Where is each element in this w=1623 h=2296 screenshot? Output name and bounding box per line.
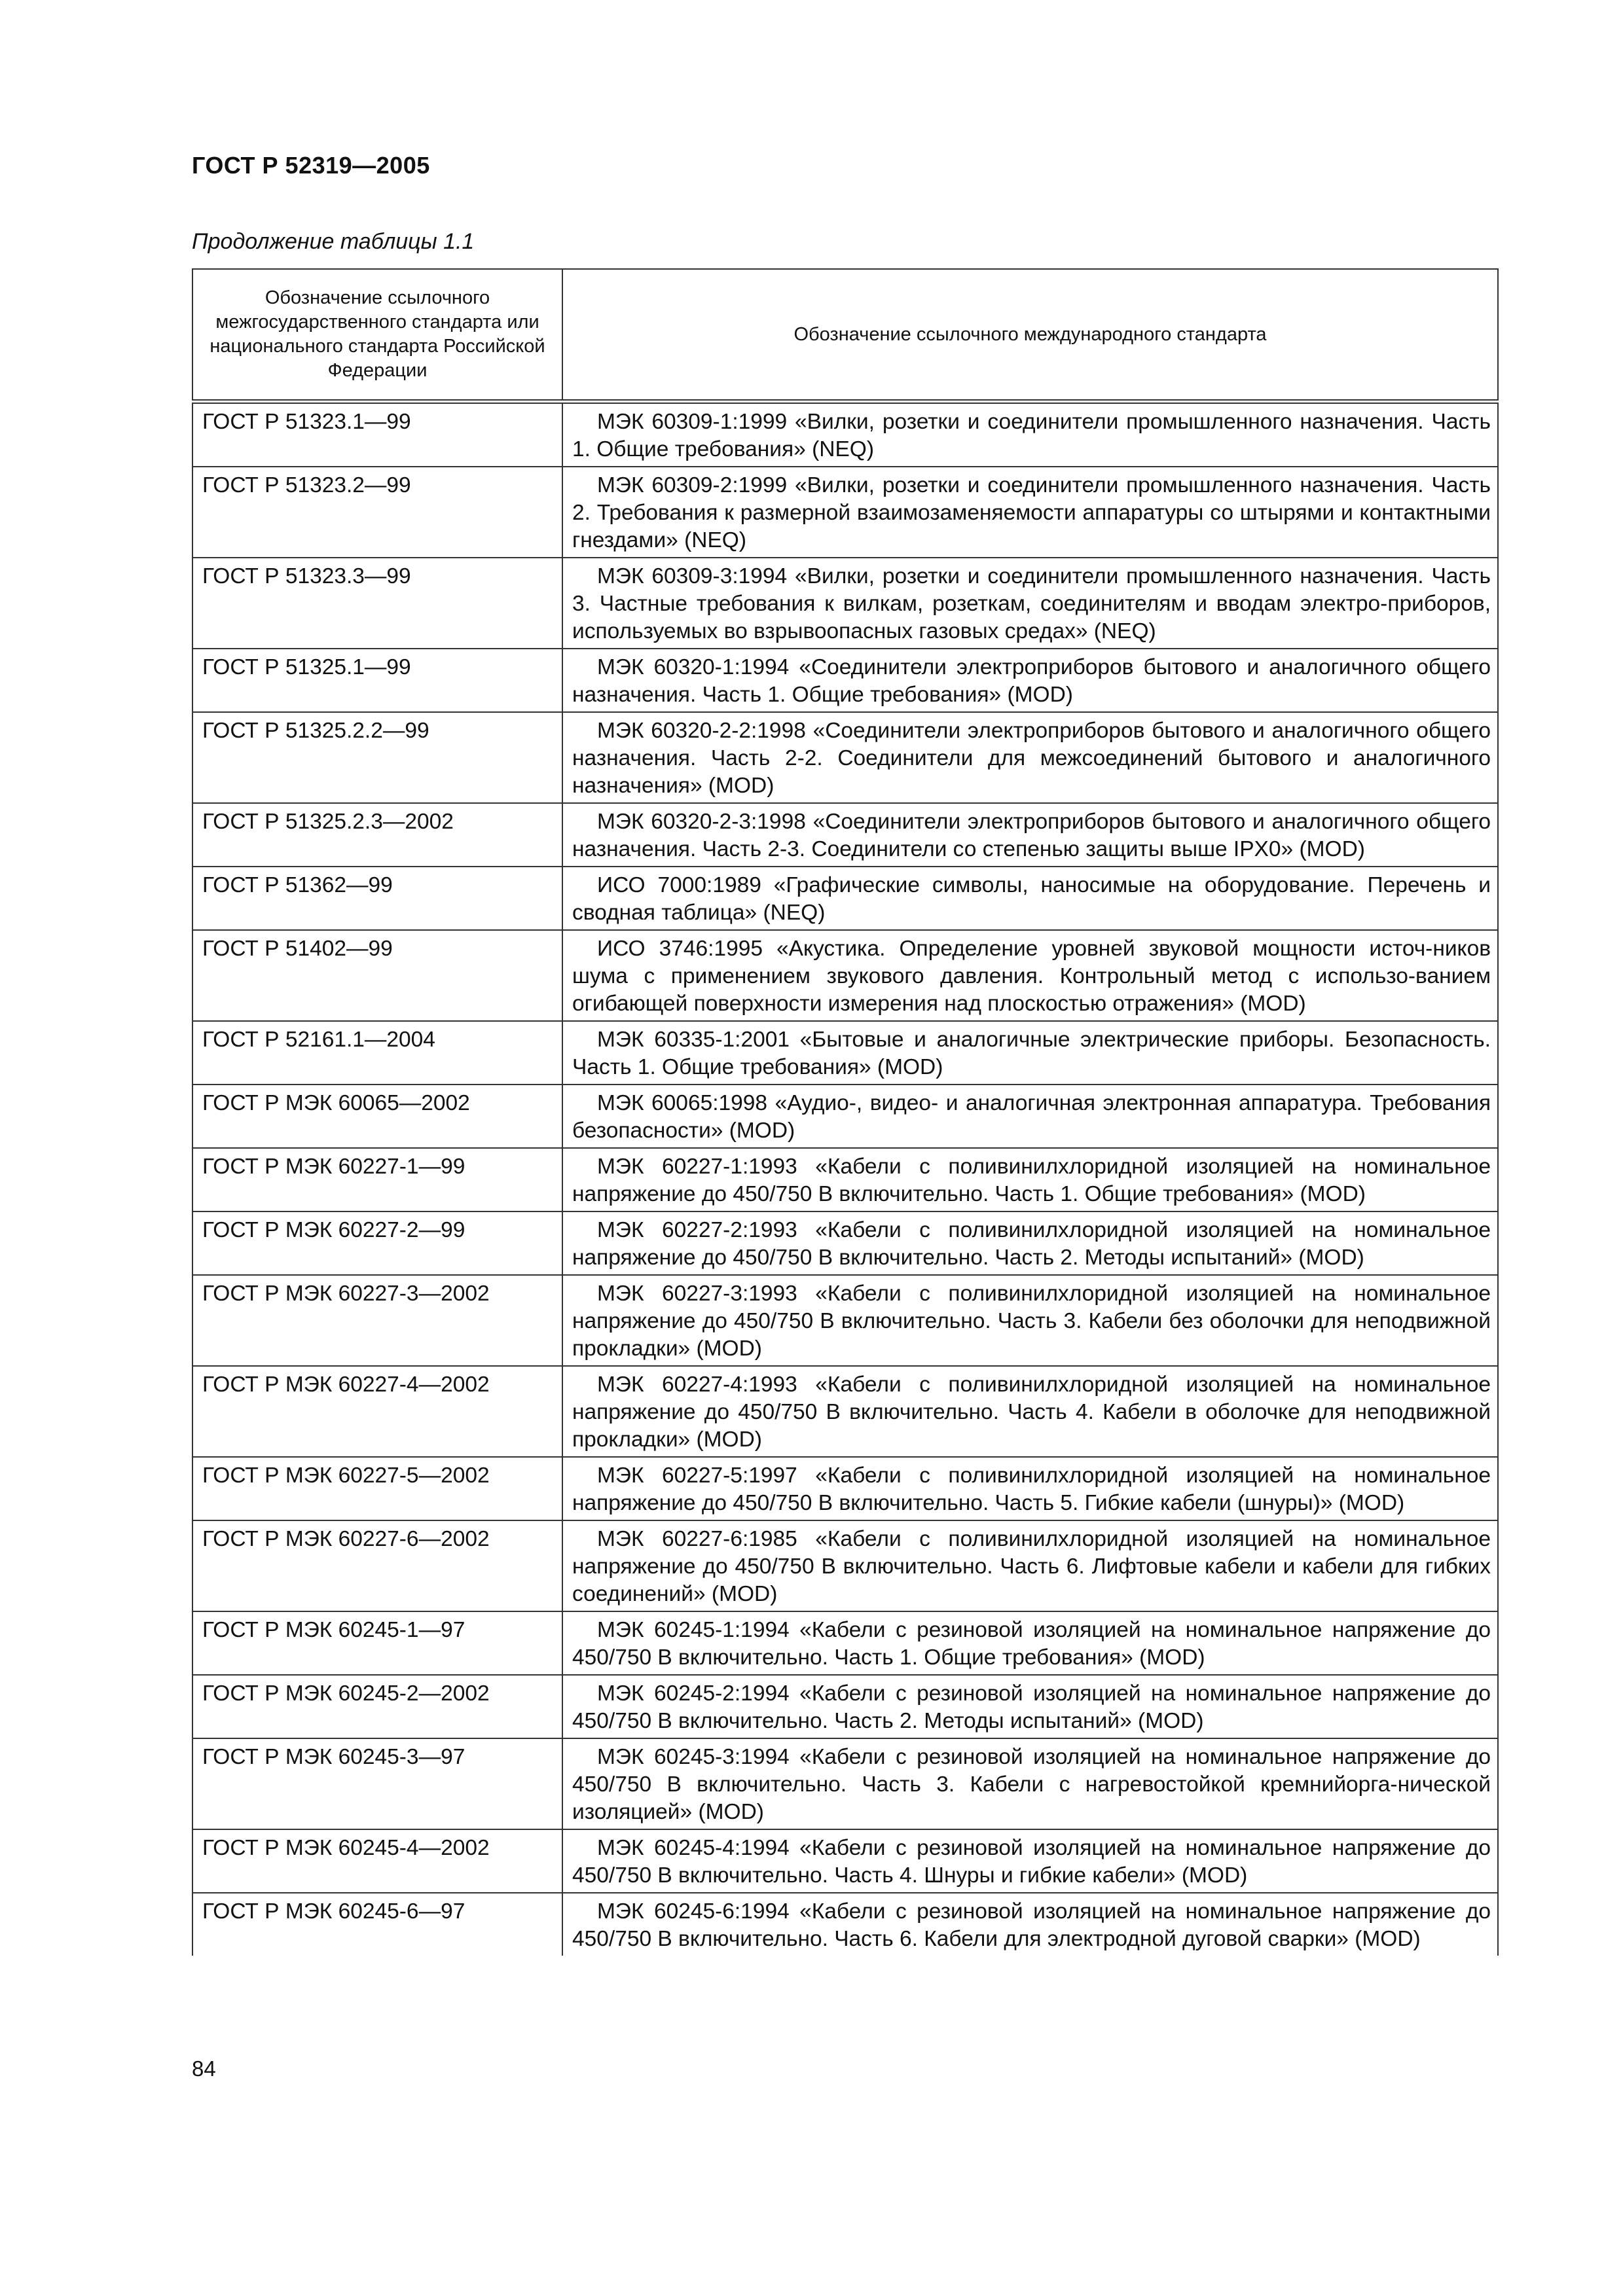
national-standard-cell: ГОСТ Р МЭК 60227-1—99 (192, 1148, 562, 1211)
national-standard-cell: ГОСТ Р МЭК 60245-2—2002 (192, 1675, 562, 1738)
international-standard-cell: МЭК 60245-6:1994 «Кабели с резиновой изоляцией на номинальное напряжение до 450/750 В включительно. Часть 6. Кабели для электродной дуговой сварки» (MOD) (562, 1893, 1498, 1956)
table-row (192, 1611, 1498, 1675)
international-standard-cell: МЭК 60227-3:1993 «Кабели с поливинилхлоридной изоляцией на номинальное напряжение до 450/750 В включительно. Часть 3. Кабели без оболочки для неподвижной прокладки» (MOD) (562, 1275, 1498, 1366)
table-caption: Продолжение таблицы 1.1 (192, 229, 475, 254)
international-standard-cell: МЭК 60309-2:1999 «Вилки, розетки и соединители промышленного назначения. Часть 2. Требования к размерной взаимозаменяемости аппаратуры со штырями и контактными гнездами» (NEQ) (562, 467, 1498, 558)
international-standard-cell: МЭК 60227-1:1993 «Кабели с поливинилхлоридной изоляцией на номинальное напряжение до 450/750 В включительно. Часть 1. Общие требования» (MOD) (562, 1148, 1498, 1211)
national-standard-cell: ГОСТ Р 51325.2.3—2002 (192, 803, 562, 867)
international-standard-cell: МЭК 60245-2:1994 «Кабели с резиновой изоляцией на номинальное напряжение до 450/750 В включительно. Часть 2. Методы испытаний» (MOD) (562, 1675, 1498, 1738)
table-row (192, 649, 1498, 712)
table-row (192, 712, 1498, 803)
national-standard-cell: ГОСТ Р 51323.1—99 (192, 402, 562, 467)
international-standard-cell: МЭК 60320-1:1994 «Соединители электроприборов бытового и аналогичного общего назначения. Часть 1. Общие требования» (MOD) (562, 649, 1498, 712)
national-standard-cell: ГОСТ Р 51323.2—99 (192, 467, 562, 558)
table-row (192, 930, 1498, 1021)
table-row (192, 1893, 1498, 1956)
national-standard-cell: ГОСТ Р МЭК 60245-4—2002 (192, 1829, 562, 1893)
national-standard-cell: ГОСТ Р МЭК 60227-2—99 (192, 1211, 562, 1275)
international-standard-cell: МЭК 60227-4:1993 «Кабели с поливинилхлоридной изоляцией на номинальное напряжение до 450/750 В включительно. Часть 4. Кабели в оболочке для неподвижной прокладки» (MOD) (562, 1366, 1498, 1457)
table-row (192, 1275, 1498, 1366)
national-standard-cell: ГОСТ Р 51362—99 (192, 867, 562, 930)
table-row (192, 1738, 1498, 1829)
national-standard-cell: ГОСТ Р 51325.1—99 (192, 649, 562, 712)
document-header: ГОСТ Р 52319—2005 (192, 152, 430, 179)
international-standard-cell: МЭК 60245-1:1994 «Кабели с резиновой изоляцией на номинальное напряжение до 450/750 В включительно. Часть 1. Общие требования» (MOD) (562, 1611, 1498, 1675)
national-standard-cell: ГОСТ Р МЭК 60245-3—97 (192, 1738, 562, 1829)
national-standard-cell: ГОСТ Р 51323.3—99 (192, 558, 562, 649)
table-row (192, 467, 1498, 558)
international-standard-cell: МЭК 60227-6:1985 «Кабели с поливинилхлоридной изоляцией на номинальное напряжение до 450/750 В включительно. Часть 6. Лифтовые кабели и кабели для гибких соединений» (MOD) (562, 1520, 1498, 1611)
international-standard-cell: МЭК 60335-1:2001 «Бытовые и аналогичные электрические приборы. Безопасность. Часть 1. Общие требования» (MOD) (562, 1021, 1498, 1085)
national-standard-cell: ГОСТ Р МЭК 60227-6—2002 (192, 1520, 562, 1611)
column-header-national-standard: Обозначение ссылочного межгосударственного стандарта или национального стандарта Российской Федерации (192, 269, 562, 402)
international-standard-cell: МЭК 60245-4:1994 «Кабели с резиновой изоляцией на номинальное напряжение до 450/750 В включительно. Часть 4. Шнуры и гибкие кабели» (MOD) (562, 1829, 1498, 1893)
international-standard-cell: МЭК 60245-3:1994 «Кабели с резиновой изоляцией на номинальное напряжение до 450/750 В включительно. Часть 3. Кабели с нагревостойкой кремнийорга-нической изоляцией» (MOD) (562, 1738, 1498, 1829)
table-body (192, 402, 1498, 1956)
international-standard-cell: МЭК 60227-5:1997 «Кабели с поливинилхлоридной изоляцией на номинальное напряжение до 450/750 В включительно. Часть 5. Гибкие кабели (шнуры)» (MOD) (562, 1457, 1498, 1520)
national-standard-cell: ГОСТ Р 51402—99 (192, 930, 562, 1021)
national-standard-cell: ГОСТ Р МЭК 60065—2002 (192, 1085, 562, 1148)
national-standard-cell: ГОСТ Р МЭК 60245-1—97 (192, 1611, 562, 1675)
table-header-row (192, 269, 1498, 402)
page-number: 84 (192, 2056, 216, 2081)
table-row (192, 1148, 1498, 1211)
national-standard-cell: ГОСТ Р 51325.2.2—99 (192, 712, 562, 803)
table-row (192, 1211, 1498, 1275)
international-standard-cell: МЭК 60309-3:1994 «Вилки, розетки и соединители промышленного назначения. Часть 3. Частные требования к вилкам, розеткам, соединителям и вводам электро-приборов, используемых во взрывоопасных газовых средах» (NEQ) (562, 558, 1498, 649)
international-standard-cell: МЭК 60227-2:1993 «Кабели с поливинилхлоридной изоляцией на номинальное напряжение до 450/750 В включительно. Часть 2. Методы испытаний» (MOD) (562, 1211, 1498, 1275)
table-row (192, 1021, 1498, 1085)
international-standard-cell: МЭК 60309-1:1999 «Вилки, розетки и соединители промышленного назначения. Часть 1. Общие требования» (NEQ) (562, 402, 1498, 467)
table-row (192, 1520, 1498, 1611)
table-row (192, 1675, 1498, 1738)
table-row (192, 1457, 1498, 1520)
international-standard-cell: ИСО 7000:1989 «Графические символы, наносимые на оборудование. Перечень и сводная таблица» (NEQ) (562, 867, 1498, 930)
national-standard-cell: ГОСТ Р МЭК 60227-5—2002 (192, 1457, 562, 1520)
international-standard-cell: МЭК 60320-2-3:1998 «Соединители электроприборов бытового и аналогичного общего назначения. Часть 2-3. Соединители со степенью защиты выше IPX0» (MOD) (562, 803, 1498, 867)
table-row (192, 1829, 1498, 1893)
table-row (192, 1366, 1498, 1457)
national-standard-cell: ГОСТ Р МЭК 60245-6—97 (192, 1893, 562, 1956)
international-standard-cell: МЭК 60065:1998 «Аудио-, видео- и аналогичная электронная аппаратура. Требования безопасности» (MOD) (562, 1085, 1498, 1148)
national-standard-cell: ГОСТ Р МЭК 60227-3—2002 (192, 1275, 562, 1366)
column-header-international-standard: Обозначение ссылочного международного стандарта (562, 269, 1498, 402)
international-standard-cell: ИСО 3746:1995 «Акустика. Определение уровней звуковой мощности источ-ников шума с применением звукового давления. Контрольный метод с использо-ванием огибающей поверхности измерения над плоскостью отражения» (MOD) (562, 930, 1498, 1021)
table-row (192, 867, 1498, 930)
table-row (192, 558, 1498, 649)
standards-table (192, 268, 1499, 1956)
national-standard-cell: ГОСТ Р МЭК 60227-4—2002 (192, 1366, 562, 1457)
table-row (192, 402, 1498, 467)
standards-table-container (192, 268, 1497, 1956)
international-standard-cell: МЭК 60320-2-2:1998 «Соединители электроприборов бытового и аналогичного общего назначения. Часть 2-2. Соединители для межсоединений бытового и аналогичного назначения» (MOD) (562, 712, 1498, 803)
table-row (192, 1085, 1498, 1148)
table-row (192, 803, 1498, 867)
national-standard-cell: ГОСТ Р 52161.1—2004 (192, 1021, 562, 1085)
